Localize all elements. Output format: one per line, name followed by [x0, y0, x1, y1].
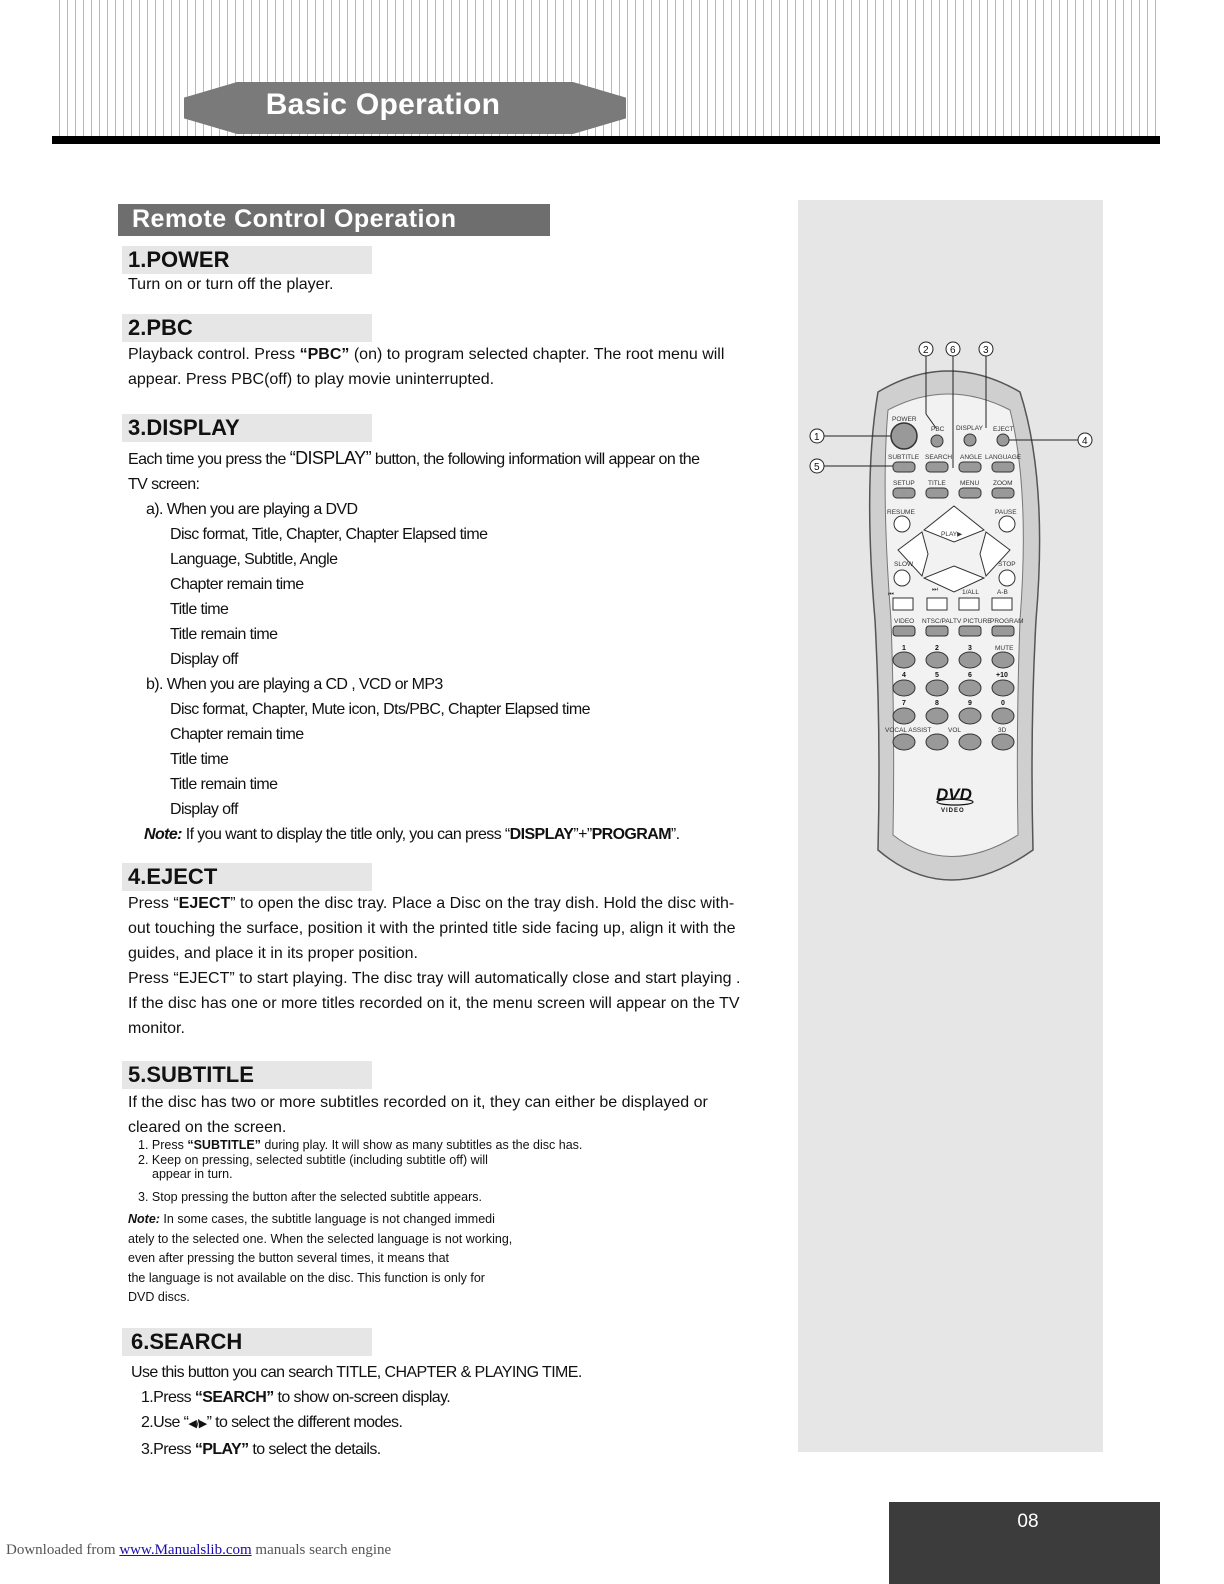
display-text: Each time you press the “DISPLAY” button, the following information will appear on the TV screen: a). When you are playing a DVD Disc format, Title, Chapter, Chapter Elapsed time Language, Subtitle, Angle Chapter remain time Title time Title remain time Display off b). When you are playing a CD , VCD or MP3 Disc format, Chapter, Mute icon, Dts/PBC, Chapter Elapsed time Chapter remain time Title time Title remain time Display off Note: If you want to display the title only, you can press “DISPLAY”+”PROGRAM”. [128, 448, 700, 843]
label-3d: 3D [998, 727, 1007, 734]
label-all: 1/ALL [962, 589, 979, 596]
remote-program-button [992, 626, 1014, 636]
remote-digit-7 [893, 708, 915, 724]
remote-setup-button [893, 488, 915, 498]
remote-digit-4 [893, 680, 915, 696]
digit-label-2: 2 [935, 645, 939, 652]
remote-zoom-button [992, 488, 1014, 498]
remote-digit-3 [959, 652, 981, 668]
callout-3: 3 [983, 345, 989, 356]
remote-vol-down-button [926, 734, 948, 750]
label-zoom: ZOOM [993, 480, 1013, 487]
label-setup: SETUP [893, 480, 915, 487]
digit-label-3: 3 [968, 645, 972, 652]
remote-search-button [926, 462, 948, 472]
search-text: Use this button you can search TITLE, CHAPTER & PLAYING TIME. 1.Press “SEARCH” to show on-screen display. 2.Use “◀/▶” to select the different modes. 3.Press “PLAY” to select the details. [131, 1364, 582, 1458]
subtitle-note: Note: In some cases, the subtitle language is not changed immedi ately to the selected one. When the selected language is not working, even after pressing the button several times, it means that the language is not available on the disc. This function is only for DVD discs. [128, 1212, 513, 1304]
remote-digit-2 [926, 652, 948, 668]
label-language: LANGUAGE [985, 454, 1022, 461]
footer [6, 1542, 391, 1559]
subtitle-heading: 5.SUBTITLE [122, 1061, 372, 1089]
label-eject: EJECT [993, 426, 1014, 433]
header-rule [52, 136, 1160, 144]
remote-digit-6 [959, 680, 981, 696]
callout-5: 5 [814, 462, 820, 473]
label-tvpicture: TV PICTURE [953, 618, 992, 625]
remote-stop-button [999, 570, 1015, 586]
remote-plus10-button [992, 680, 1014, 696]
label-pbc: PBC [931, 426, 945, 433]
label-menu: MENU [960, 480, 980, 487]
section-title: Remote Control Operation [118, 204, 550, 236]
digit-label-6: 6 [968, 672, 972, 679]
remote-mute-button [992, 652, 1014, 668]
remote-subtitle-button [893, 462, 915, 472]
page-title: Basic Operation [265, 88, 501, 121]
page-number: 08 [1017, 1511, 1039, 1532]
remote-angle-button [959, 462, 981, 472]
remote-digit-0 [992, 708, 1014, 724]
callout-2: 2 [923, 345, 929, 356]
label-slow: SLOW [894, 561, 914, 568]
power-text: Turn on or turn off the player. [128, 276, 334, 293]
digit-label-5: 5 [935, 672, 939, 679]
label-resume: RESUME [887, 509, 915, 516]
power-heading: 1.POWER [122, 246, 372, 274]
footer-suffix: manuals search engine [251, 1542, 392, 1558]
remote-resume-button [894, 516, 910, 532]
callout-4: 4 [1082, 436, 1088, 447]
label-program: PROGRAM [990, 618, 1024, 625]
digit-label-8: 8 [935, 700, 939, 707]
remote-slow-button [894, 570, 910, 586]
remote-eject-button [997, 434, 1009, 446]
subtitle-text: If the disc has two or more subtitles recorded on it, they can either be displayed or cleared on the screen. [128, 1094, 708, 1136]
remote-title-button [926, 488, 948, 498]
label-vol: VOL [948, 727, 962, 734]
remote-all-button [959, 598, 979, 610]
remote-power-button [891, 423, 917, 449]
remote-pause-button [999, 516, 1015, 532]
remote-display-button [964, 434, 976, 446]
remote-language-button [992, 462, 1014, 472]
footer-link[interactable]: www.Manualslib.com [119, 1542, 252, 1558]
search-heading: 6.SEARCH [122, 1328, 372, 1356]
digit-label-4: 4 [902, 672, 906, 679]
remote-digit-5 [926, 680, 948, 696]
remote-next-button [927, 598, 947, 610]
label-angle: ANGLE [960, 454, 983, 461]
digit-label-7: 7 [902, 700, 906, 707]
skip-back-icon: ⏮ [888, 591, 894, 598]
skip-forward-icon: ⏭ [932, 586, 938, 593]
label-play: PLAY▶ [941, 531, 963, 538]
label-search: SEARCH [925, 454, 953, 461]
digit-label-1: 1 [902, 645, 906, 652]
footer-prefix: Downloaded from [6, 1542, 120, 1558]
remote-pbc-button [931, 435, 943, 447]
eject-text: Press “EJECT” to open the disc tray. Place a Disc on the tray dish. Hold the disc with- out touching the surface, position it with the printed title side facing up, align it with the guides, and place it in its proper position. Press “EJECT” to start playing. The disc tray will automatically close and start playing . If the disc has one or more titles recorded on it, the menu screen will appear on the TV monitor. [128, 895, 741, 1037]
digit-label-0: 0 [1001, 700, 1005, 707]
label-title: TITLE [928, 480, 946, 487]
remote-prev-button [893, 598, 913, 610]
remote-3d-button [992, 734, 1014, 750]
remote-control-illustration [798, 330, 1103, 910]
subtitle-steps: 1. Press “SUBTITLE” during play. It will show as many subtitles as the disc has. 2. Keep on pressing, selected subtitle (including subtitle off) will appear in turn. [138, 1138, 583, 1181]
dvd-logo-video: VIDEO [941, 808, 965, 814]
remote-digit-1 [893, 652, 915, 668]
display-heading: 3.DISPLAY [122, 414, 372, 442]
remote-tvpicture-button [959, 626, 981, 636]
remote-digit-8 [926, 708, 948, 724]
callout-1: 1 [814, 432, 820, 443]
label-vocal: VOCAL ASSIST [885, 727, 932, 734]
remote-ab-button [992, 598, 1012, 610]
callout-6: 6 [950, 345, 956, 356]
pbc-text: Playback control. Press “PBC” (on) to program selected chapter. The root menu will appear. Press PBC(off) to play movie uninterrupted. [128, 346, 725, 388]
label-ab: A-B [997, 589, 1008, 596]
digit-label-9: 9 [968, 700, 972, 707]
remote-vocal-button [893, 734, 915, 750]
label-display: DISPLAY [956, 425, 983, 432]
label-stop: STOP [998, 561, 1016, 568]
dvd-logo: DVD [936, 785, 972, 804]
label-pause: PAUSE [995, 509, 1017, 516]
pbc-heading: 2.PBC [122, 314, 372, 342]
remote-ntscpal-button [926, 626, 948, 636]
remote-menu-button [959, 488, 981, 498]
label-subtitle: SUBTITLE [888, 454, 920, 461]
remote-digit-9 [959, 708, 981, 724]
remote-video-button [893, 626, 915, 636]
label-video: VIDEO [894, 618, 915, 625]
remote-vol-up-button [959, 734, 981, 750]
subtitle-step3: 3. Stop pressing the button after the selected subtitle appears. [138, 1190, 482, 1204]
label-ntscpal: NTSC/PAL [922, 618, 954, 625]
label-plus10: +10 [996, 672, 1008, 679]
eject-heading: 4.EJECT [122, 863, 372, 891]
label-power: POWER [892, 416, 917, 423]
label-mute: MUTE [995, 645, 1014, 652]
